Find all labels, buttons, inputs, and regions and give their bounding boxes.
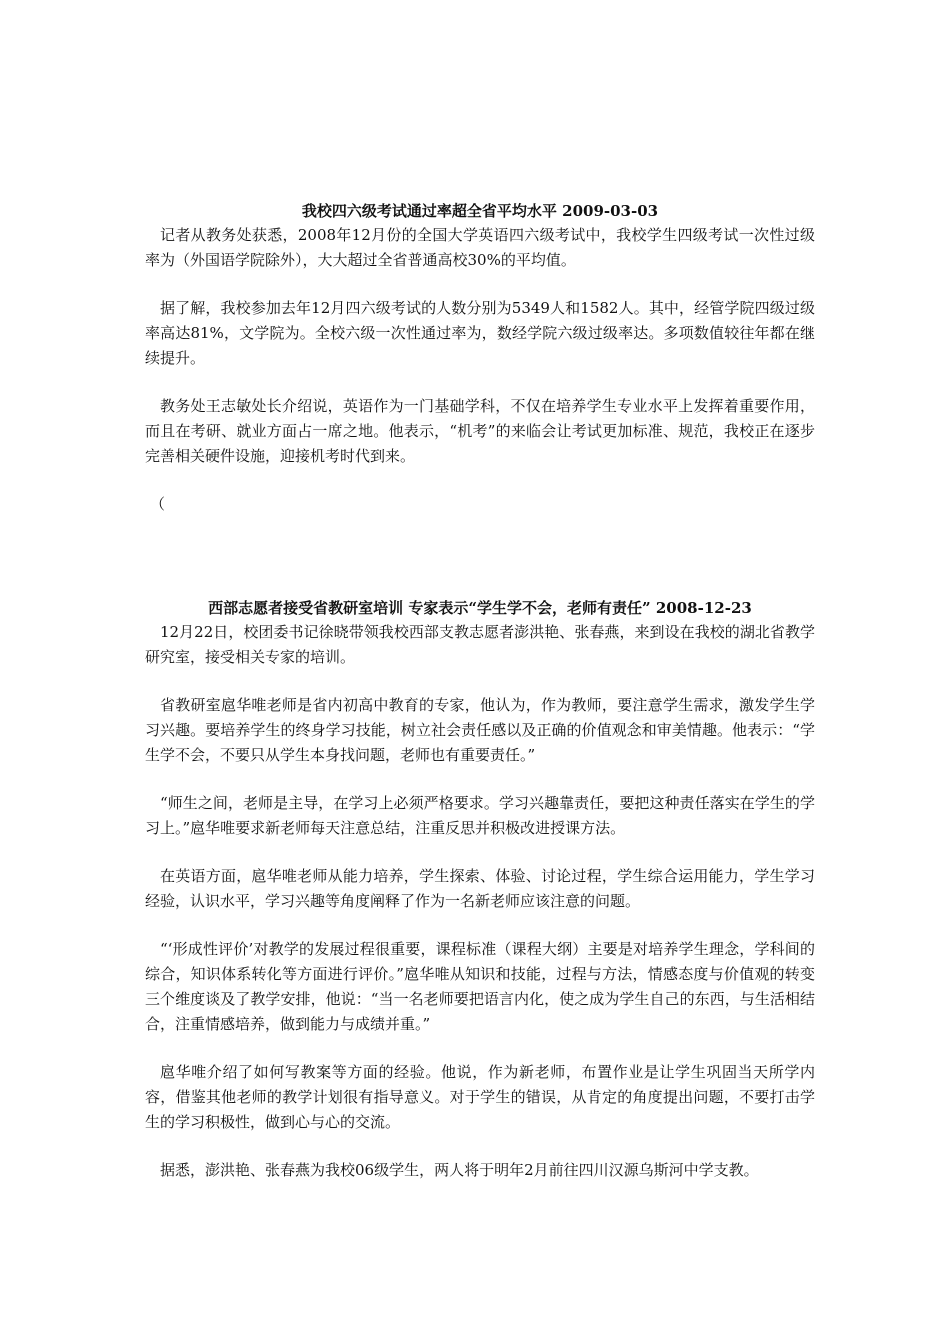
article-paragraph: 在英语方面，扈华唯老师从能力培养，学生探索、体验、讨论过程，学生综合运用能力，学生学习经验，认识水平，学习兴趣等角度阐释了作为一名新老师应该注意的问题。 (145, 867, 815, 910)
article-paragraph: 12月22日，校团委书记徐晓带领我校西部支教志愿者澎洪艳、张春燕，来到设在我校的湖北省教学研究室，接受相关专家的培训。 (145, 623, 815, 666)
article-paragraph: 据悉，澎洪艳、张春燕为我校06级学生，两人将于明年2月前往四川汉源乌斯河中学支教。 (160, 1161, 759, 1179)
trailing-bracket: （ (150, 495, 166, 513)
article-paragraph: 扈华唯介绍了如何写教案等方面的经验。他说，作为新老师，布置作业是让学生巩固当天所学内容，借鉴其他老师的教学计划很有指导意义。对于学生的错误，从肯定的角度提出问题，不要打击学生的学习积极性，做到心与心的交流。 (145, 1063, 815, 1131)
article-title: 我校四六级考试通过率超全省平均水平 2009-03-03 (301, 202, 659, 220)
article-paragraph: 记者从教务处获悉，2008年12月份的全国大学英语四六级考试中，我校学生四级考试一次性过级率为（外国语学院除外），大大超过全省普通高校30%的平均值。 (145, 226, 815, 269)
article-volunteer-training (145, 597, 815, 1206)
article-paragraph: 教务处王志敏处长介绍说，英语作为一门基础学科，不仅在培养学生专业水平上发挥着重要作用，而且在考研、就业方面占一席之地。他表示，“机考”的来临会让考试更加标准、规范，我校正在逐步完善相关硬件设施，迎接机考时代到来。 (145, 397, 815, 465)
article-paragraph: “师生之间，老师是主导，在学习上必须严格要求。学习兴趣靠责任，要把这种责任落实在学生的学习上。”扈华唯要求新老师每天注意总结，注重反思并积极改进授课方法。 (145, 794, 815, 837)
article-title: 西部志愿者接受省教研室培训 专家表示“学生学不会，老师有责任” 2008-12-23 (208, 599, 752, 617)
article-paragraph: 省教研室扈华唯老师是省内初高中教育的专家，他认为，作为教师，要注意学生需求，激发学生学习兴趣。要培养学生的终身学习技能，树立社会责任感以及正确的价值观念和审美情趣。他表示：“学生学不会，不要只从学生本身找问题，老师也有重要责任。” (145, 696, 815, 764)
article-paragraph: 据了解，我校参加去年12月四六级考试的人数分别为5349人和1582人。其中，经管学院四级过级率高达81%，文学院为。全校六级一次性通过率为，数经学院六级过级率达。多项数值较往年都在继续提升。 (145, 299, 815, 367)
article-paragraph: “‘形成性评价’对教学的发展过程很重要，课程标准（课程大纲）主要是对培养学生理念，学科间的综合，知识体系转化等方面进行评价。”扈华唯从知识和技能，过程与方法，情感态度与价值观的转变三个维度谈及了教学安排，他说：“当一名老师要把语言内化，使之成为学生自己的东西，与生活相结合，注重情感培养，做到能力与成绩并重。” (145, 940, 815, 1033)
article-cet-pass-rate (145, 200, 815, 517)
